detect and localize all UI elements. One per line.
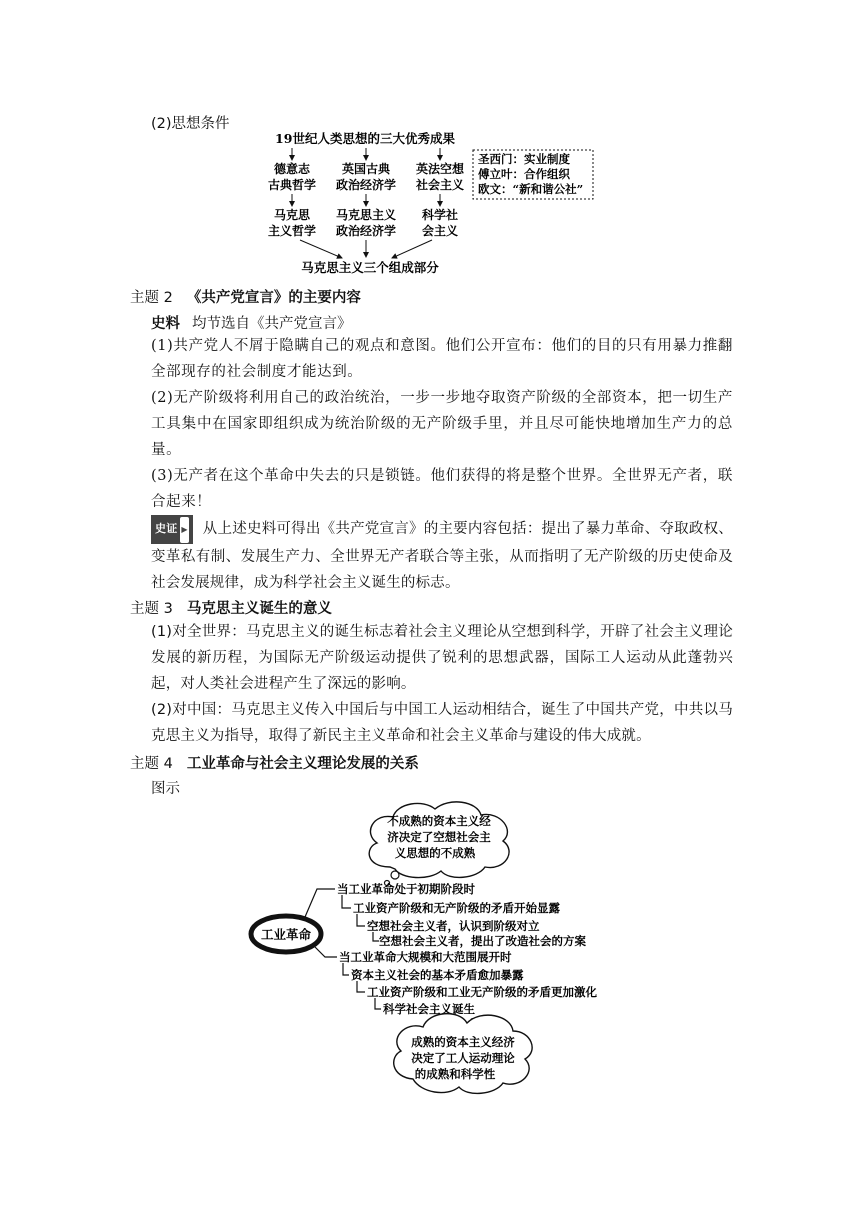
section-subtitle: (2)思想条件 [151,116,230,132]
tree-connector [357,981,365,992]
thinker-fourier: 傅立叶：合作组织 [478,167,570,181]
source-utopian-socialism-1: 英法空想 [415,162,465,176]
three-sources-diagram [260,128,605,278]
result-economics-2: 政治经济学 [335,224,397,238]
lower-item-1: 当工业革命大规模和大范围展开时 [339,950,512,964]
upper-branch-line [305,889,335,917]
cloud-bubble [391,871,399,879]
topic3-title: 马克思主义诞生的意义 [186,601,332,617]
bottom-cloud-line-2: 决定了工人运动理论 [411,1051,515,1065]
result-scientific-socialism-2: 会主义 [421,224,459,238]
bottom-cloud-line-1: 成熟的资本主义经济 [411,1035,515,1049]
evidence-text: 从上述史料可得出《共产党宣言》的主要内容包括：提出了暴力革命、夺取政权、变革私有制、发展生产力、全世界无产者联合等主张，从而指明了无产阶级的历史使命及社会发展规律，成为科学社会主义诞生的标志。 [151,521,733,591]
upper-item-2: 工业资产阶级和无产阶级的矛盾开始显露 [353,901,560,915]
topic2-title: 《共产党宣言》的主要内容 [186,290,361,306]
thinker-saint-simon: 圣西门：实业制度 [478,152,570,166]
topic2-source-line [151,312,352,333]
upper-item-1: 当工业革命处于初期阶段时 [337,882,475,896]
upper-item-4: 空想社会主义者，提出了改造社会的方案 [379,934,586,948]
result-economics-1: 马克思主义 [335,208,397,222]
topic3-paragraph-2: (2)对中国：马克思主义传入中国后与中国工人运动相结合，诞生了中国共产党，中共以马克思主义为指导，取得了新民主主义革命和社会主义革命与建设的伟大成就。 [151,702,733,744]
upper-item-3: 空想社会主义者，认识到阶级对立 [367,919,540,933]
thinker-owen: 欧文：“新和谐公社” [478,182,584,196]
topic2-paragraph-3: (3)无产者在这个革命中失去的只是锁链。他们获得的将是整个世界。全世界无产者，联合起来！ [151,468,733,510]
tree-connector [357,914,365,926]
topic2-tag: 主题 2 [130,290,173,306]
topic4-heading [130,752,419,773]
tree-connector [375,998,381,1009]
result-philosophy-2: 主义哲学 [267,224,317,238]
topic2-paragraph-1: (1)共产党人不屑于隐瞒自己的观点和意图。他们公开宣布：他们的目的只有用暴力推翻全部现存的社会制度才能达到。 [151,338,733,380]
topic2-paragraph-2: (2)无产阶级将利用自己的政治统治，一步一步地夺取资产阶级的全部资本，把一切生产工具集中在国家即组织成为统治阶级的无产阶级手里，并且尽可能快地增加生产力的总量。 [151,390,733,458]
top-cloud-line-3: 义思想的不成熟 [394,846,476,860]
source-british-economics-1: 英国古典 [341,162,391,176]
industrial-revolution-diagram [245,795,635,1100]
tree-connector [343,963,349,975]
result-scientific-socialism-1: 科学社 [421,208,459,222]
lower-item-2: 资本主义社会的基本矛盾愈加暴露 [351,968,524,982]
source-text: 均节选自《共产党宣言》 [192,316,352,332]
source-utopian-socialism-2: 社会主义 [415,178,465,192]
source-british-economics-2: 政治经济学 [335,178,397,192]
lower-item-3: 工业资产阶级和工业无产阶级的矛盾更加激化 [367,985,597,999]
source-label: 史料 [151,316,180,332]
lower-branch-line [315,947,337,957]
diagram-bottom-title: 马克思主义三个组成部分 [301,260,439,275]
lower-item-4: 科学社会主义诞生 [383,1002,475,1016]
diagram-top-title: 19世纪人类思想的三大优秀成果 [275,131,455,146]
top-cloud-line-1: 不成熟的资本主义经 [387,814,491,828]
arrow-right-icon: ▶ [180,517,188,543]
arrow [392,240,432,258]
center-label: 工业革命 [260,927,312,942]
source-german-philosophy-2: 古典哲学 [267,178,317,192]
bottom-cloud-line-3: 的成熟和科学性 [414,1067,496,1081]
result-philosophy-1: 马克思 [273,208,311,222]
figure-label: 图示 [151,781,180,797]
tree-connector [342,895,351,908]
arrow [300,240,342,258]
topic3-heading [130,597,332,618]
evidence-badge: 史证 ▶ [151,515,193,544]
topic3-tag: 主题 3 [130,601,173,617]
topic4-title: 工业革命与社会主义理论发展的关系 [186,756,419,772]
topic2-evidence [151,515,733,596]
source-german-philosophy-1: 德意志 [273,162,311,176]
topic3-paragraph-1: (1)对全世界：马克思主义的诞生标志着社会主义理论从空想到科学，开辟了社会主义理论发展的新历程，为国际无产阶级运动提供了锐利的思想武器，国际工人运动从此蓬勃兴起，对人类社会进程产生了深远的影响。 [151,624,733,692]
top-cloud-line-2: 济决定了空想社会主 [387,830,491,844]
topic4-tag: 主题 4 [130,756,173,772]
topic2-heading [130,286,361,307]
